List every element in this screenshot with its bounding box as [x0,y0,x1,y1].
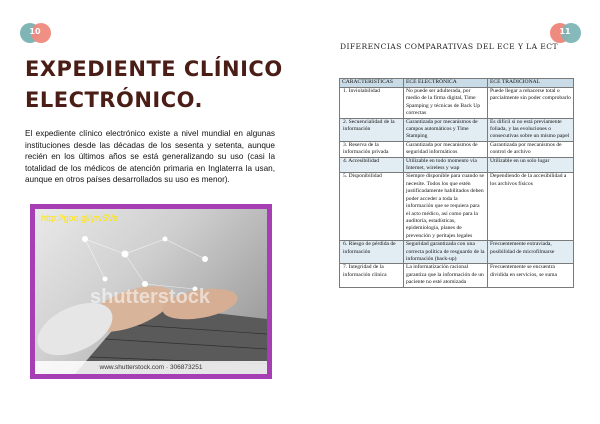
column-header: ECE ELECTRÓNICA [404,79,488,88]
image-source-url[interactable]: http://goo.gl/yrv6Ve [41,213,119,223]
table-row [340,241,574,264]
electronic-cell: Seguridad garantizada con una correcta política de resguardo de la información (back-up) [404,241,488,264]
feature-cell: 2. Secuencialidad de la información [340,118,404,141]
table-row [340,88,574,119]
page-number: 10 [29,27,41,36]
laptop-hands-photo [35,209,267,374]
electronic-cell: Utilizable en todo momento vía Internet, wireless y wap [404,157,488,173]
page-number-badge [20,22,50,44]
traditional-cell: Dependiendo de la accesibilidad a los archivos físicos [488,173,574,241]
intro-paragraph: El expediente clínico electrónico existe a nivel mundial en algunas instituciones desde las décadas de los sesenta y setenta, aunque recién en los últimos años se está generalizando su uso (casi la totalidad de los médicos de atención primaria en Inglaterra la usan, aunque en otros países desarrollados su uso es menor). [25,129,275,185]
table-row [340,173,574,241]
comparison-table [339,78,574,288]
traditional-cell: Frecuentemente extraviada, posibilidad de microfilmarse [488,241,574,264]
page-number-badge [550,22,580,44]
photo-frame [30,204,272,379]
table-row [340,264,574,287]
feature-cell: 3. Reserva de la información privada [340,141,404,157]
table-row [340,118,574,141]
right-page [300,0,600,424]
table-row [340,157,574,173]
page-title: EXPEDIENTE CLÍNICO ELECTRÓNICO. [25,57,283,112]
column-header: ECE TRADICIONAL [488,79,574,88]
table-row [340,141,574,157]
electronic-cell: No puede ser adulterada, por medio de la firma digital, Time Spamping y técnicas de Back Up correctas [404,88,488,119]
feature-cell: 6. Riesgo de pérdida de información [340,241,404,264]
feature-cell: 1. Inviolabilidad [340,88,404,119]
page-number: 11 [559,27,571,36]
traditional-cell: Frecuentemente se encuentra dividida en servicios, se suma [488,264,574,287]
watermark: shutterstock [90,286,211,308]
column-header: CARACTERISTICAS [340,79,404,88]
traditional-cell: Garantizada por mecanismos de control de archivo [488,141,574,157]
electronic-cell: Garantizada por mecanismos de campos automáticos y Time Stamping [404,118,488,141]
traditional-cell: Es difícil si no está previamente foliada, y las evoluciones o consecutivas sobre un mismo papel [488,118,574,141]
traditional-cell: Puede llegar a rehacerse total o parcialmente sin poder comprobarlo [488,88,574,119]
feature-cell: 4. Accesibilidad [340,157,404,173]
electronic-cell: Garantizada por mecanismos de seguridad informáticos [404,141,488,157]
table-title: DIFERENCIAS COMPARATIVAS DEL ECE Y LA ECT [340,42,558,51]
traditional-cell: Utilizable en un solo lugar [488,157,574,173]
electronic-cell: Siempre disponible para cuando se necesite. Todos los que estén justificadamente habilitados deben poder acceder a toda la información que se requiera para el acto médico, así como para la auditoría, estadísticas, epidemiología, planes de prevención y peritajes legales [404,173,488,241]
table-header-row [340,79,574,88]
feature-cell: 7. Integridad de la información clínica [340,264,404,287]
electronic-cell: La informatización racional garantiza que la información de un paciente no esté atomizada [404,264,488,287]
image-footer: www.shutterstock.com · 306873251 [35,361,267,374]
feature-cell: 5. Disponibilidad [340,173,404,241]
